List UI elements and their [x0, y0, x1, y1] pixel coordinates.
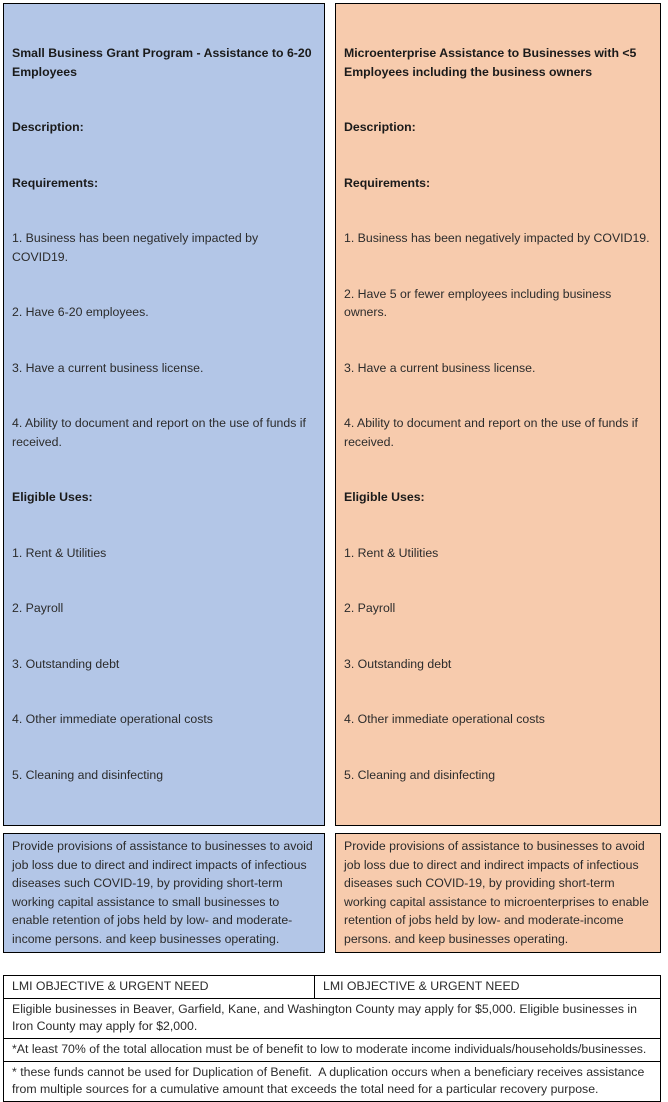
eligible-use-item: 4. Other immediate operational costs — [12, 712, 213, 726]
lmi-allocation-note-cell: *At least 70% of the total allocation must be of benefit to low to moderate income individuals/households/businesses. — [4, 1039, 661, 1062]
requirement-item: 3. Have a current business license. — [12, 360, 204, 375]
eligible-uses-label: Eligible Uses: — [344, 490, 425, 504]
eligibility-amounts-cell: Eligible businesses in Beaver, Garfield, Kane, and Washington County may apply for $5,000. Eligible businesses in Iron County may apply for $2,000. — [4, 999, 661, 1039]
eligible-use-item: 1. Rent & Utilities — [344, 545, 439, 560]
description-label: Description: — [344, 120, 416, 134]
microenterprise-program-title: Microenterprise Assistance to Businesses with <5 Employees including the business owners — [344, 46, 640, 79]
eligible-use-item: 1. Rent & Utilities — [12, 545, 107, 560]
requirement-item: 2. Have 5 or fewer employees including business owners. — [344, 286, 615, 319]
requirement-item: 1. Business has been negatively impacted by COVID19. — [12, 231, 262, 264]
grant-comparison-document — [0, 3, 668, 1096]
eligible-use-item: 5. Cleaning and disinfecting — [12, 767, 164, 782]
eligible-use-item: 4. Other immediate operational costs — [344, 712, 545, 726]
table-row — [4, 1062, 661, 1102]
microenterprise-program-cell — [335, 3, 661, 826]
lmi-notes-table — [3, 975, 661, 1102]
eligible-use-item: 5. Cleaning and disinfecting — [344, 767, 496, 782]
eligible-use-item: 3. Outstanding debt — [12, 656, 120, 671]
eligible-use-item: 2. Payroll — [12, 601, 64, 615]
requirement-item: 1. Business has been negatively impacted by COVID19. — [344, 231, 650, 245]
requirements-label: Requirements: — [344, 175, 431, 190]
table-row — [4, 976, 661, 999]
requirement-item: 3. Have a current business license. — [344, 360, 536, 375]
lmi-objective-left-cell: LMI OBJECTIVE & URGENT NEED — [4, 976, 315, 999]
small-business-program-cell — [3, 3, 325, 826]
requirement-item: 4. Ability to document and report on the use of funds if received. — [344, 416, 642, 449]
microenterprise-provisions-cell: Provide provisions of assistance to businesses to avoid job loss due to direct and indirect impacts of infectious diseases such COVID-19, by providing short-term working capital assistance to microenterprises to enable retention of jobs held by low- and moderate-income persons. and keep businesses operating. — [335, 833, 661, 953]
lmi-objective-right-cell: LMI OBJECTIVE & URGENT NEED — [315, 976, 661, 999]
program-comparison-grid — [3, 3, 661, 953]
small-business-program-title: Small Business Grant Program - Assistance to 6-20 Employees — [12, 46, 315, 79]
table-row — [4, 999, 661, 1039]
eligible-use-item: 3. Outstanding debt — [344, 656, 452, 671]
requirement-item: 2. Have 6-20 employees. — [12, 305, 149, 319]
description-label: Description: — [12, 120, 84, 134]
small-business-provisions-cell: Provide provisions of assistance to businesses to avoid job loss due to direct and indirect impacts of infectious diseases such COVID-19, by providing short-term working capital assistance to small businesses to enable retention of jobs held by low- and moderate-income persons. and keep businesses operating. — [3, 833, 325, 953]
requirement-item: 4. Ability to document and report on the use of funds if received. — [12, 416, 310, 449]
requirements-label: Requirements: — [12, 175, 99, 190]
table-row — [4, 1039, 661, 1062]
eligible-use-item: 2. Payroll — [344, 601, 396, 615]
eligible-uses-label: Eligible Uses: — [12, 490, 93, 504]
duplication-of-benefit-note-cell: * these funds cannot be used for Duplication of Benefit. A duplication occurs when a beneficiary receives assistance from multiple sources for a cumulative amount that exceeds the total need for a particular recovery purpose. — [4, 1062, 661, 1102]
